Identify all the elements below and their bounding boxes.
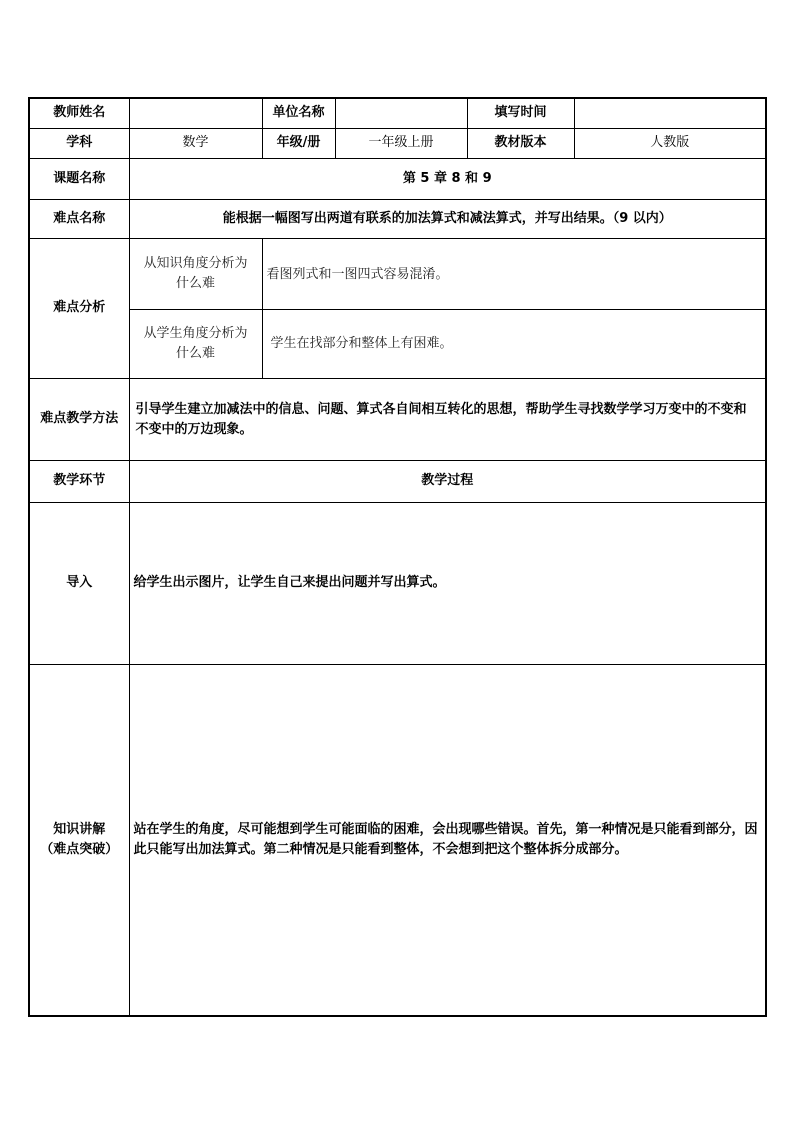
- method-label: 难点教学方法: [29, 378, 129, 460]
- subject-label: 学科: [29, 128, 129, 158]
- process-header-label: 教学过程: [129, 460, 766, 502]
- intro-row: [29, 502, 766, 664]
- explain-row: [29, 664, 766, 1016]
- teacher-name-label: 教师姓名: [29, 98, 129, 128]
- student-angle-label-line1: 从学生角度分析为: [143, 325, 248, 341]
- topic-label: 课题名称: [29, 158, 129, 199]
- explain-label-line1: 知识讲解: [53, 821, 106, 837]
- student-angle-value: 学生在找部分和整体上有困难。: [262, 309, 766, 378]
- lesson-plan-table: [28, 97, 767, 1017]
- topic-value: 第 5 章 8 和 9: [129, 158, 766, 199]
- analysis-label: 难点分析: [29, 238, 129, 378]
- unit-name-field[interactable]: [335, 98, 467, 128]
- difficulty-value: 能根据一幅图写出两道有联系的加法算式和减法算式，并写出结果。（9 以内）: [129, 199, 766, 238]
- student-angle-label-line2: 什么难: [175, 345, 215, 361]
- topic-row: [29, 158, 766, 199]
- edition-label: 教材版本: [467, 128, 574, 158]
- stage-header-label: 教学环节: [29, 460, 129, 502]
- fill-time-field[interactable]: [574, 98, 766, 128]
- intro-value: 给学生出示图片，让学生自己来提出问题并写出算式。: [129, 502, 766, 664]
- grade-value: 一年级上册: [335, 128, 467, 158]
- analysis-knowledge-row: [29, 238, 766, 309]
- knowledge-angle-label-line2: 什么难: [175, 275, 215, 291]
- process-header-row: [29, 460, 766, 502]
- fill-time-label: 填写时间: [467, 98, 574, 128]
- explain-value: 站在学生的角度，尽可能想到学生可能面临的困难，会出现哪些错误。首先，第一种情况是只能看到部分，因此只能写出加法算式。第二种情况是只能看到整体，不会想到把这个整体拆分成部分。: [129, 664, 766, 1016]
- student-angle-label: [129, 309, 262, 378]
- header-row-2: [29, 128, 766, 158]
- knowledge-angle-value: 看图列式和一图四式容易混淆。: [262, 238, 766, 309]
- grade-label: 年级/册: [262, 128, 335, 158]
- unit-name-label: 单位名称: [262, 98, 335, 128]
- explain-label: [29, 664, 129, 1016]
- explain-label-line2: （难点突破）: [40, 841, 119, 857]
- intro-label: 导入: [29, 502, 129, 664]
- subject-value: 数学: [129, 128, 262, 158]
- edition-value: 人教版: [574, 128, 766, 158]
- method-row: [29, 378, 766, 460]
- knowledge-angle-label-line1: 从知识角度分析为: [143, 255, 248, 271]
- teacher-name-field[interactable]: [129, 98, 262, 128]
- method-value: 引导学生建立加减法中的信息、问题、算式各自间相互转化的思想，帮助学生寻找数学学习万变中的不变和不变中的万边现象。: [129, 378, 766, 460]
- knowledge-angle-label: [129, 238, 262, 309]
- difficulty-row: [29, 199, 766, 238]
- difficulty-label: 难点名称: [29, 199, 129, 238]
- analysis-student-row: [29, 309, 766, 378]
- header-row-1: [29, 98, 766, 128]
